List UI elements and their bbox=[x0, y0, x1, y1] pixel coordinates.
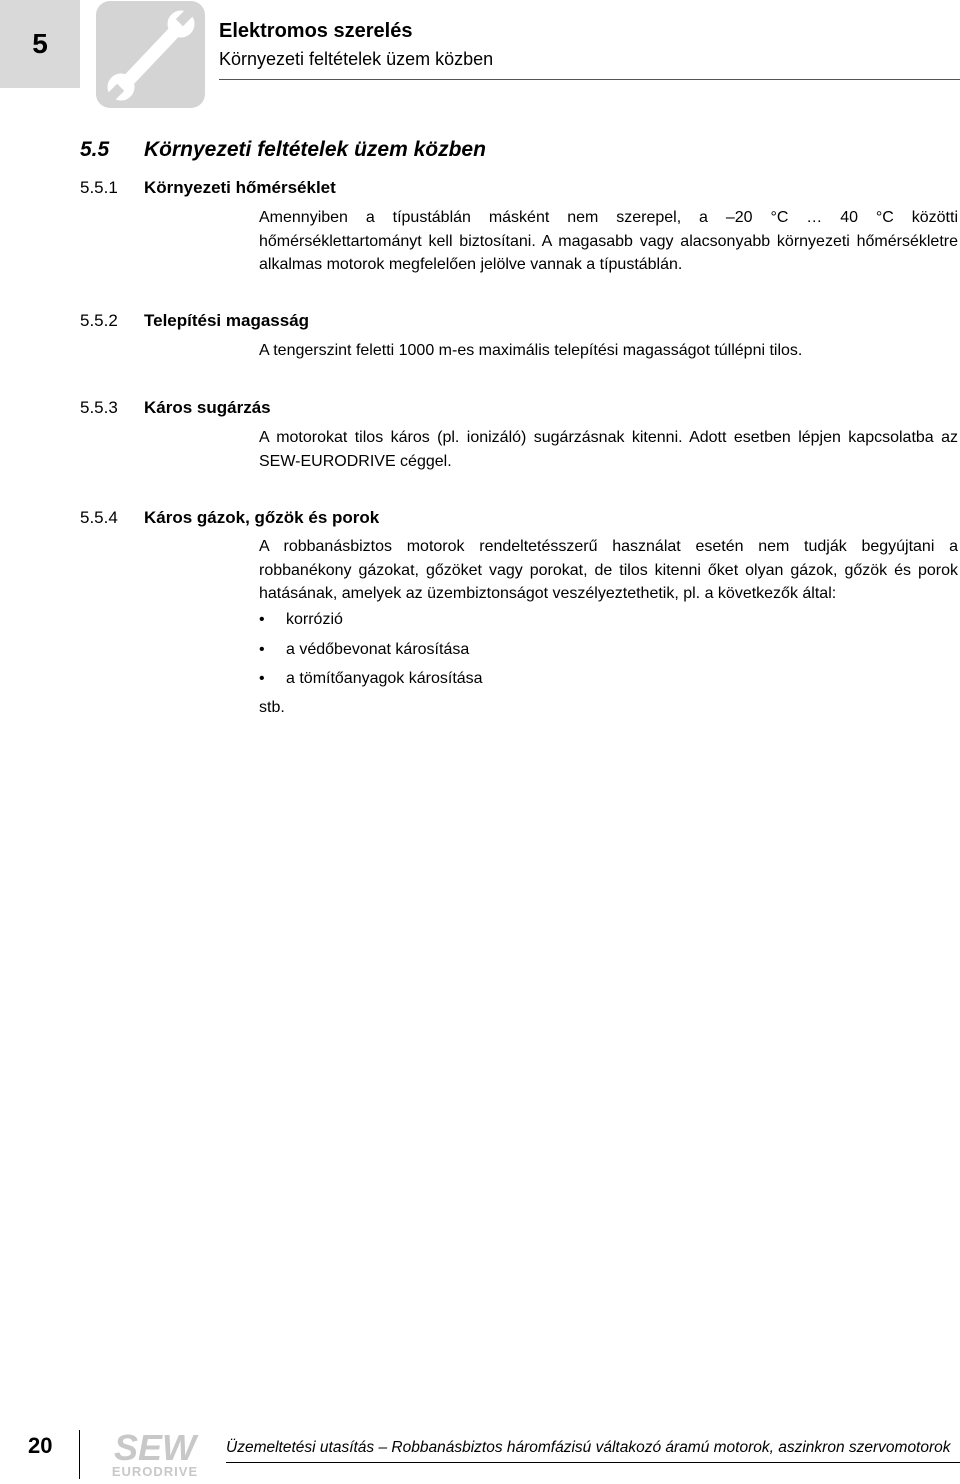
svg-text:SEW: SEW bbox=[113, 1430, 197, 1468]
list-item bbox=[259, 608, 958, 638]
chapter-number: 5 bbox=[32, 28, 48, 59]
footer-divider bbox=[226, 1462, 960, 1463]
closing-text: stb. bbox=[259, 699, 285, 716]
bullet-icon: • bbox=[259, 640, 265, 658]
chapter-number-tab bbox=[0, 0, 80, 88]
subsection-number: 5.5.3 bbox=[80, 398, 118, 417]
subsection-heading bbox=[80, 311, 309, 331]
svg-text:EURODRIVE: EURODRIVE bbox=[111, 1464, 199, 1479]
subsection-title: Telepítési magasság bbox=[144, 311, 310, 330]
footer-divider-vertical bbox=[79, 1430, 80, 1479]
subsection-heading bbox=[80, 508, 379, 528]
subsection-title: Környezeti hőmérséklet bbox=[144, 178, 336, 197]
bullet-icon: • bbox=[259, 611, 265, 628]
bullet-list bbox=[259, 608, 958, 697]
section-number: 5.5 bbox=[80, 138, 110, 161]
subsection-title: Káros gázok, gőzök és porok bbox=[144, 508, 380, 527]
paragraph: A tengerszint feletti 1000 m-es maximális telepítési magasságot túllépni tilos. bbox=[259, 342, 803, 359]
header-subtitle: Környezeti feltételek üzem közben bbox=[219, 49, 494, 69]
list-item bbox=[259, 667, 958, 697]
subsection-heading bbox=[80, 178, 336, 198]
wrench-icon bbox=[96, 1, 205, 108]
paragraph: A motorokat tilos káros (pl. ionizáló) sugárzásnak kitenni. Adott esetben lépjen kapcsolatba az SEW-EURODRIVE céggel. bbox=[259, 429, 958, 470]
list-item-text: korrózió bbox=[286, 611, 343, 628]
header-divider bbox=[219, 79, 960, 80]
list-item-text: a védőbevonat károsítása bbox=[286, 640, 470, 658]
paragraph: A robbanásbiztos motorok rendeltetésszerű használat esetén nem tudják begyújtani a robbanékony gázokat, gőzöket vagy porokat, de tilos kitenni őket olyan gázok, gőzök és porok hatásának, amelyek az üzembiztonságot veszélyeztethetik, pl. a következők által: bbox=[259, 538, 958, 603]
subsection-title: Káros sugárzás bbox=[144, 398, 271, 417]
sew-eurodrive-logo bbox=[101, 1430, 209, 1479]
subsection-number: 5.5.4 bbox=[80, 508, 118, 527]
footer-document-title: Üzemeltetési utasítás – Robbanásbiztos háromfázisú váltakozó áramú motorok, aszinkron szervomotorok bbox=[226, 1439, 951, 1456]
page-number: 20 bbox=[28, 1433, 53, 1458]
paragraph: Amennyiben a típustáblán másként nem szerepel, a –20 °C … 40 °C közötti hőmérséklettartományt kell biztosítani. A magasabb vagy alacsonyabb környezeti hőmérsékletre alkalmas motorok megfelelően jelölve vannak a típustáblán. bbox=[259, 209, 958, 274]
bullet-icon: • bbox=[259, 670, 265, 687]
header-title: Elektromos szerelés bbox=[219, 20, 413, 42]
section-heading bbox=[80, 138, 486, 162]
subsection-number: 5.5.1 bbox=[80, 178, 118, 197]
list-item bbox=[259, 638, 958, 668]
subsection-number: 5.5.2 bbox=[80, 311, 118, 330]
subsection-heading bbox=[80, 398, 271, 418]
list-item-text: a tömítőanyagok károsítása bbox=[286, 670, 483, 687]
section-title: Környezeti feltételek üzem közben bbox=[144, 138, 486, 161]
